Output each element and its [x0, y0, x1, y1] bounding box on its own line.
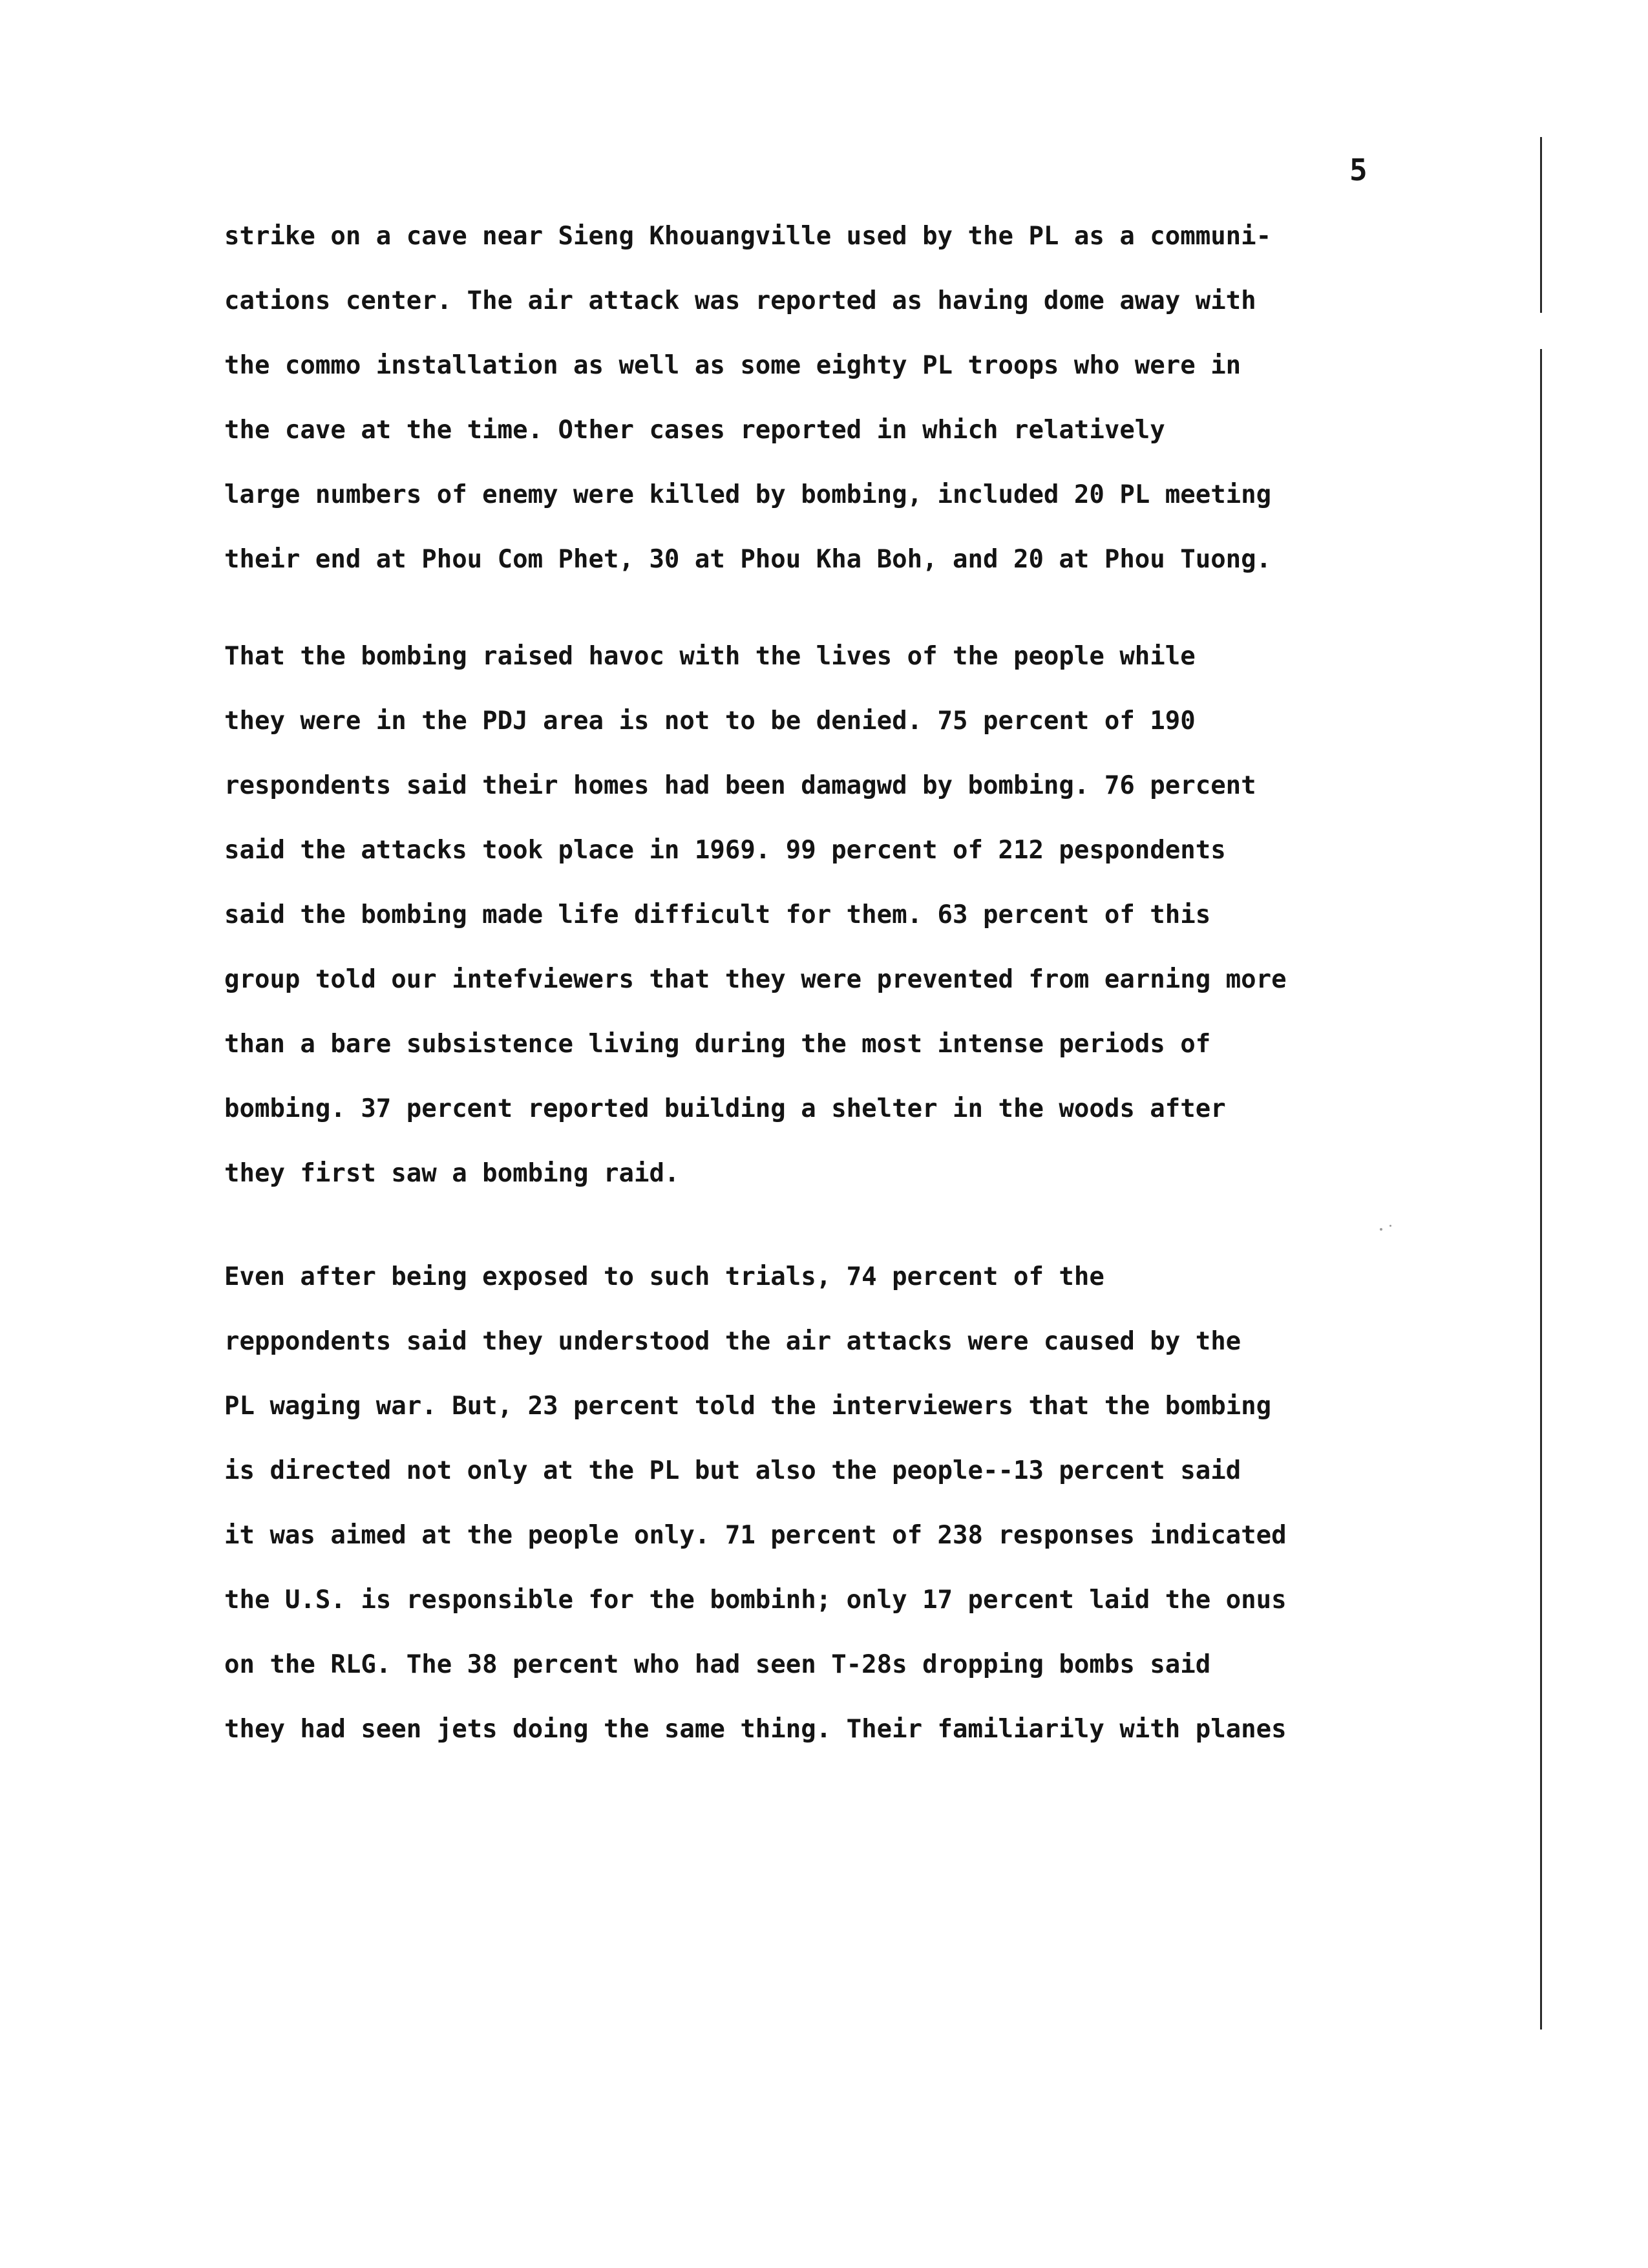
right-margin-line — [1540, 137, 1542, 313]
text-line: PL waging war. But, 23 percent told the interviewers that the bombing — [224, 1392, 1272, 1421]
text-line: they were in the PDJ area is not to be denied. 75 percent of 190 — [224, 706, 1196, 736]
text-line: bombing. 37 percent reported building a shelter in the woods after — [224, 1094, 1226, 1123]
paragraph — [224, 1245, 1504, 1762]
scan-speck — [1389, 1225, 1391, 1227]
text-line: they had seen jets doing the same thing. Their familiarily with planes — [224, 1715, 1287, 1744]
text-line: large numbers of enemy were killed by bombing, included 20 PL meeting — [224, 480, 1272, 509]
scan-speck — [1380, 1228, 1382, 1231]
text-line: than a bare subsistence living during the most intense periods of — [224, 1030, 1211, 1059]
text-line: it was aimed at the people only. 71 percent of 238 responses indicated — [224, 1521, 1287, 1550]
text-line: cations center. The air attack was reported as having dome away with — [224, 286, 1256, 315]
text-line: the U.S. is responsible for the bombinh; only 17 percent laid the onus — [224, 1585, 1287, 1615]
text-line: the commo installation as well as some eighty PL troops who were in — [224, 351, 1241, 380]
paragraph — [224, 624, 1504, 1206]
text-line: their end at Phou Com Phet, 30 at Phou Kha Boh, and 20 at Phou Tuong. — [224, 545, 1272, 574]
text-line: group told our intefviewers that they were prevented from earning more — [224, 965, 1287, 994]
text-line: strike on a cave near Sieng Khouangville used by the PL as a communi- — [224, 222, 1272, 251]
right-margin-line — [1540, 349, 1542, 2030]
text-line: they first saw a bombing raid. — [224, 1159, 680, 1188]
text-line: the cave at the time. Other cases reported in which relatively — [224, 416, 1165, 445]
text-line: respondents said their homes had been damagwd by bombing. 76 percent — [224, 771, 1256, 800]
text-line: reppondents said they understood the air attacks were caused by the — [224, 1327, 1241, 1356]
text-line: said the attacks took place in 1969. 99 percent of 212 pespondents — [224, 836, 1226, 865]
paragraph — [224, 204, 1504, 592]
text-line: said the bombing made life difficult for them. 63 percent of this — [224, 900, 1211, 929]
text-line: Even after being exposed to such trials, 74 percent of the — [224, 1262, 1104, 1291]
text-line: is directed not only at the PL but also the people--13 percent said — [224, 1456, 1241, 1485]
page-number: 5 — [1349, 153, 1368, 187]
text-line: on the RLG. The 38 percent who had seen T-28s dropping bombs said — [224, 1650, 1211, 1679]
text-line: That the bombing raised havoc with the lives of the people while — [224, 642, 1196, 671]
